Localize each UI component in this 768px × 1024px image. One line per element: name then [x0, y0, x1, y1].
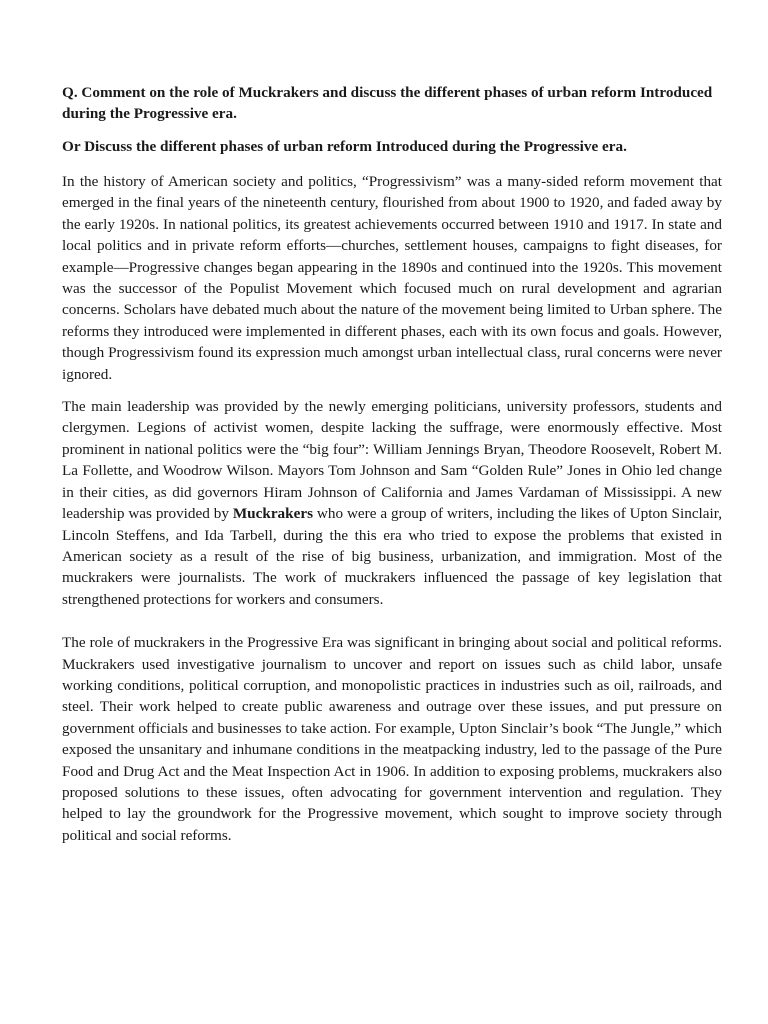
question-heading: Q. Comment on the role of Muckrakers and discuss the different phases of urban reform Introduced during the Progressive era. — [62, 84, 713, 122]
alternate-question-heading: Or Discuss the different phases of urban reform Introduced during the Progressive era. — [62, 138, 627, 155]
muckrakers-bold-term: Muckrakers — [232, 505, 313, 523]
paragraph-leadership-text-start: The main leadership was provided by the newly emerging politicians, university professors, students and clergymen. Legions of activist women, despite lacking the suffrage, were enormously effective. Most prominent in national politics were the “big four”: William Jennings Bryan, Theodore Roosevelt, Robert M. La Follette, and Woodrow Wilson. Mayors Tom Johnson and Sam “Golden Rule” Jones in Ohio led change in their cities, as did governors Hiram Johnson of California and James Vardaman of Mississippi. A new leadership was provided by — [62, 398, 722, 523]
document-page — [62, 82, 722, 857]
paragraph-leadership-text-end: who were a group of writers, including the likes of Upton Sinclair, Lincoln Steffens, and Ida Tarbell, during the this era who tried to expose the problems that existed in American society as a result of the rise of big business, urbanization, and immigration. Most of the muckrakers were journalists. The work of muckrakers influenced the passage of key legislation that strengthened protections for workers and consumers. — [62, 505, 722, 608]
paragraph-role-of-muckrakers: The role of muckrakers in the Progressive Era was significant in bringing about social and political reforms. Muckrakers used investigative journalism to uncover and report on issues such as child labor, unsafe working conditions, political corruption, and monopolistic practices in industries such as oil, railroads, and steel. Their work helped to create public awareness and outrage over these issues, and put pressure on government officials and businesses to take action. For example, Upton Sinclair’s book “The Jungle,” which exposed the unsanitary and inhumane conditions in the meatpacking industry, led to the passage of the Pure Food and Drug Act and the Meat Inspection Act in 1906. In addition to exposing problems, muckrakers also proposed solutions to these issues, often advocating for government intervention and regulation. They helped to lay the groundwork for the Progressive movement, which sought to improve society through political and social reforms. — [62, 634, 722, 844]
paragraph-progressivism-overview: In the history of American society and politics, “Progressivism” was a many-sided reform movement that emerged in the final years of the nineteenth century, flourished from about 1900 to 1920, and faded away by the early 1920s. In national politics, its greatest achievements occurred between 1910 and 1917. In state and local politics and in private reform efforts—churches, settlement houses, campaigns to fight diseases, for example—Progressive changes began appearing in the 1890s and continued into the 1920s. This movement was the successor of the Populist Movement which focused much on rural development and agrarian concerns. Scholars have debated much about the nature of the movement being limited to Urban sphere. The reforms they introduced were implemented in different phases, each with its own focus and goals. However, though Progressivism found its expression much amongst urban intellectual class, rural concerns were never ignored. — [62, 173, 722, 383]
paragraph-leadership — [62, 396, 722, 610]
